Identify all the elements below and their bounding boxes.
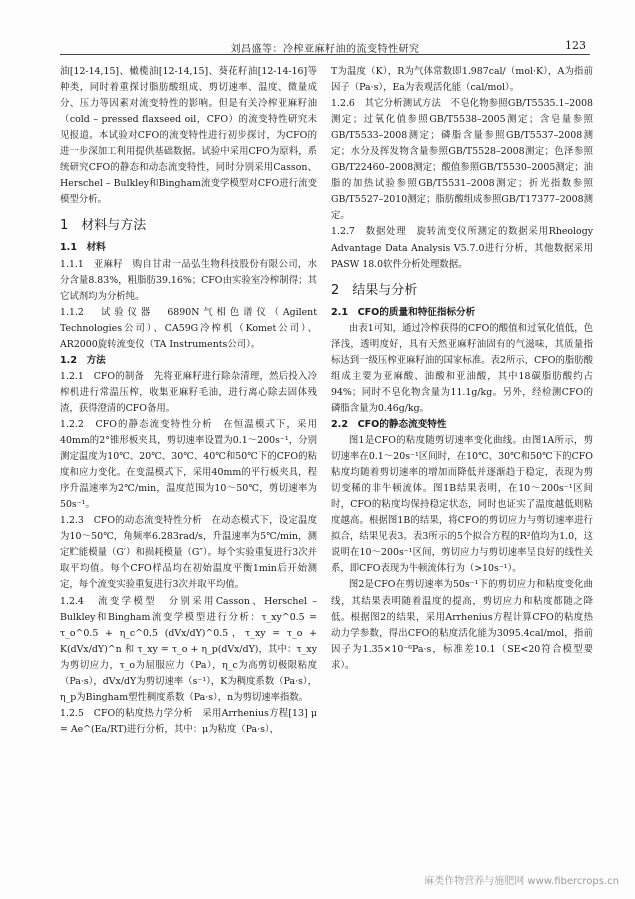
running-header <box>60 38 590 55</box>
para-1-2-4: 1.2.4 流变学模型 分别采用Casson、Herschel – Bulkley和Bingham流变学模型进行分析：τ_xy^0.5 = τ_o^0.5 + η_c^0.5 (dVx/dY)^0.5，τ_xy = τ_o + K(dVx/dY)^n 和 τ_xy = τ_o + η_p(dVx/dY)，其中：τ_xy为剪切应力，τ_o为屈服应力（Pa），η_c为高剪切极限粘度（Pa·s），dVx/dY为剪切速率（s⁻¹），K为稠度系数（Pa·s），η_p为Bingham塑性稠度系数（Pa·s），n为剪切速率指数。 <box>60 595 317 703</box>
section-2-heading: 2 结果与分析 <box>331 282 418 298</box>
para-1-1-1: 1.1.1 亚麻籽 购自甘肃一品弘生物科技股份有限公司，水分含量8.83%，粗脂肪39.16%；CFO由实验室冷榨制得；其它试剂均为分析纯。 <box>60 258 317 302</box>
para-continued: T为温度（K），R为气体常数即1.987cal/（mol·K），A为指前因子（Pa·s），Ea为表观活化能（cal/mol）。 <box>331 66 593 94</box>
subsection-1-2-heading: 1.2 方法 <box>60 354 106 366</box>
para-1-2-3: 1.2.3 CFO的动态流变特性分析 在动态模式下，设定温度为10～50℃，角频率6.283rad/s，升温速率为5℃/min，测定贮能模量（G′）和损耗模量（G″）。每个实验重复进行3次并取平均值。每个CFO样品均在初始温度平衡1min后开始测定，每个流变实验重复进行3次并取平均值。 <box>60 515 317 591</box>
para-1-2-2: 1.2.2 CFO的静态流变特性分析 在恒温模式下，采用40mm的2°锥形板夹具，剪切速率设置为0.1～200s⁻¹，分别测定温度为10℃、20℃、30℃、40℃和50℃下的CFO的粘度和应力变化。在变温模式下，采用40mm的平行板夹具，程序升温速率为2℃/min，温度范围为10～50℃，剪切速率为50s⁻¹。 <box>60 418 317 511</box>
para-1-2-1: 1.2.1 CFO的制备 先将亚麻籽进行除杂清理，然后投入冷榨机进行常温压榨，收集亚麻籽毛油，进行离心除去固体残渣，获得澄清的CFO备用。 <box>60 370 317 414</box>
para-2-2-a: 图1是CFO的粘度随剪切速率变化曲线。由图1A所示，剪切速率在0.1～20s⁻¹区间时，在10℃、30℃和50℃下的CFO粘度均随着剪切速率的增加而降低并逐渐趋于稳定，表现为剪切变稀的非牛顿流体。图1B结果表明，在10～200s⁻¹区间时，CFO的粘度均保持稳定状态，同时也证实了温度越低则粘度越高。根据图1B的结果，将CFO的剪切应力与剪切速率进行拟合，结果见表3。表3所示的5个拟合方程的R²值均为1.0，这说明在10～200s⁻¹区间，剪切应力与剪切速率呈良好的线性关系，即CFO表现为牛顿流体行为（>10s⁻¹）。 <box>331 435 593 575</box>
para-1-2-6: 1.2.6 其它分析测试方法 不皂化物参照GB/T5535.1–2008测定；过氧化值参照GB/T5538–2005测定；含皂量参照GB/T5533–2008测定；磷脂含量参照GB/T5537–2008测定；水分及挥发物含量参照GB/T5528–2008测定；色泽参照GB/T22460–2008测定；酸值参照GB/T5530–2005测定；油脂的加热试验参照GB/T5531–2008测定；折光指数参照GB/T5527–2010测定；脂肪酸组成参照GB/T17377–2008测定。 <box>331 98 593 222</box>
intro-paragraph: 油[12-14,15]、橄榄油[12-14,15]、葵花籽油[12-14-16]等种类，同时着重探讨脂肪酸组成、剪切速率、温度、微量成分、压力等因素对流变特性的影响。但是有关冷榨亚麻籽油（cold – pressed flaxseed oil，CFO）的流变特性研究未见报道。本试验对CFO的流变特性进行初步探讨，为CFO的进一步深加工利用提供基础数据。试验中采用CFO为原料，系统研究CFO的静态和动态流变特性，同时分别采用Casson、Herschel – Bulkley和Bingham流变学模型对CFO进行流变模型分析。 <box>60 66 317 206</box>
subsection-2-1-heading: 2.1 CFO的质量和特征指标分析 <box>331 306 476 318</box>
subsection-2-2-heading: 2.2 CFO的静态流变特性 <box>331 418 447 430</box>
header-title: 刘昌盛等：冷榨亚麻籽油的流变特性研究 <box>230 44 420 55</box>
para-2-1: 由表1可知，通过冷榨获得的CFO的酸值和过氧化值低，色泽浅，透明度好，具有天然亚麻籽油固有的气滋味，其质量指标达到一级压榨亚麻籽油的国家标准。表2所示，CFO的脂肪酸组成主要为亚麻酸、油酸和亚油酸，其中18碳脂肪酸约占94%；同时不皂化物含量为11.1g/kg。另外，经检测CFO的磷脂含量为0.46g/kg。 <box>331 322 593 414</box>
watermark: 麻类作物营养与施肥网 www.fibercrops.cn <box>424 876 619 887</box>
subsection-1-1-heading: 1.1 材料 <box>60 242 106 254</box>
para-1-2-7: 1.2.7 数据处理 旋转流变仪所测定的数据采用Rheology Advantage Data Analysis V5.7.0进行分析，其他数据采用PASW 18.0软件分析处理数据。 <box>331 226 593 270</box>
page-number: 123 <box>565 39 586 52</box>
para-1-2-5: 1.2.5 CFO的粘度热力学分析 采用Arrhenius方程[13] μ = Ae^(Ea/RT)进行分析，其中：μ为粘度（Pa·s）， <box>60 707 317 735</box>
para-2-2-b: 图2是CFO在剪切速率为50s⁻¹下的剪切应力和粘度变化曲线，其结果表明随着温度的提高，剪切应力和粘度都随之降低。根据图2的结果，采用Arrhenius方程计算CFO的粘度热动力学参数，得出CFO的粘度活化能为3095.4cal/mol，指前因子为1.35×10⁻⁶Pa·s，标准差10.1（SE<20符合模型要求）。 <box>331 579 593 671</box>
para-1-1-2: 1.1.2 试验仪器 6890N气相色谱仪（Agilent Technologies公司）、CA59G冷榨机（Komet公司）、AR2000旋转流变仪（TA Instruments公司）。 <box>60 306 317 350</box>
section-1-heading: 1 材料与方法 <box>60 218 147 234</box>
right-column <box>331 64 593 674</box>
left-column <box>60 64 317 738</box>
